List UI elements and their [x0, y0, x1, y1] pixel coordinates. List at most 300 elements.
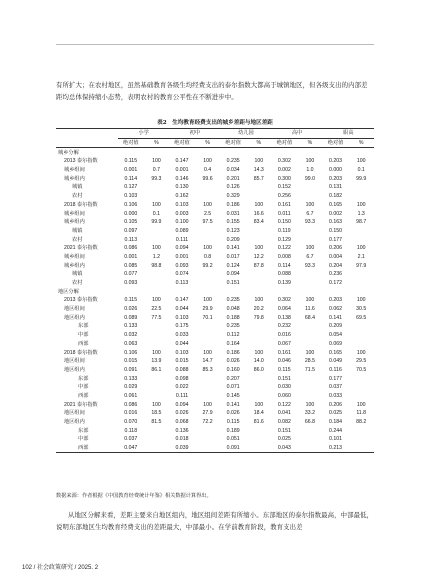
table-cell	[144, 227, 170, 236]
table-row	[56, 296, 374, 305]
table-cell: 100	[203, 201, 212, 208]
table-cell: 100	[305, 297, 315, 304]
table-cell: 100	[203, 245, 212, 252]
table-cell: 0.203	[329, 158, 343, 165]
table-cell: 0.026	[175, 410, 189, 417]
table-cell: 0.017	[226, 253, 240, 260]
table-cell: 97.9	[356, 262, 367, 269]
table-cell: 0.116	[329, 366, 342, 373]
table-cell: 0.146	[175, 175, 189, 182]
table-cell	[246, 331, 272, 340]
table-cell	[297, 340, 323, 349]
table-cell: 77.5	[151, 314, 162, 321]
table-cell: 0.141	[226, 245, 240, 252]
table-cell: 0.089	[175, 227, 189, 234]
table-cell: 0.030	[277, 384, 291, 391]
row-label: 地区组间	[64, 410, 85, 417]
table-cell	[195, 444, 221, 453]
table-cell	[348, 444, 374, 453]
table-row	[56, 201, 374, 210]
table-caption: 表2 生均教育经费支出的城乡差距与地区差距	[157, 120, 273, 126]
table-cell: 83.4	[253, 219, 264, 226]
header-sub: %	[144, 138, 170, 148]
table-row	[56, 374, 374, 383]
table-cell	[297, 322, 323, 331]
table-cell: 0.177	[329, 375, 343, 382]
row-label: 地区组内	[64, 366, 85, 373]
table-cell: 0.000	[329, 167, 343, 174]
table-row	[56, 383, 374, 392]
table-cell: 81.6	[253, 419, 264, 426]
row-label: 地区组间	[64, 306, 85, 313]
table-cell	[195, 374, 221, 383]
table-cell: 0.061	[124, 392, 138, 399]
table-cell: 0.232	[277, 323, 291, 330]
table-cell: 99.9	[151, 219, 162, 226]
table-cell: 100	[254, 158, 264, 165]
table-cell: 0.094	[175, 245, 189, 252]
table-cell: 85.3	[202, 366, 213, 373]
table-cell: 0.172	[329, 280, 343, 287]
table-cell: 0.145	[226, 392, 240, 399]
table-cell	[144, 148, 170, 157]
table-cell	[144, 340, 170, 349]
table-cell	[195, 235, 221, 244]
table-cell: 0.085	[124, 262, 138, 269]
row-label: 中部	[78, 436, 89, 443]
table-cell: 0.033	[329, 392, 343, 399]
table-cell	[297, 435, 323, 444]
table-cell: 98.8	[151, 262, 162, 269]
table-cell: 0.122	[277, 245, 291, 252]
table-cell: 0.151	[277, 375, 291, 382]
table-cell: 0.188	[226, 314, 240, 321]
table-row	[56, 435, 374, 444]
table-cell: 0.046	[277, 358, 291, 365]
table-cell	[144, 392, 170, 401]
table-cell: 0.094	[175, 401, 189, 408]
row-label: 2013 泰尔指数	[64, 297, 98, 304]
table-cell: 0.115	[278, 366, 291, 373]
table-cell: 28.5	[304, 358, 315, 365]
row-label: 地区分解	[58, 288, 79, 295]
table-cell: 100	[152, 245, 161, 252]
table-cell	[246, 287, 272, 296]
table-cell: 100	[152, 201, 161, 208]
table-cell: 29.5	[356, 358, 367, 365]
table-cell: 100	[203, 158, 212, 165]
table-cell	[297, 426, 323, 435]
table-cell: 0.067	[277, 340, 291, 347]
table-cell	[195, 192, 221, 201]
table-cell: 0.018	[175, 436, 189, 443]
table-cell	[246, 340, 272, 349]
table-cell: 100	[305, 158, 315, 165]
table-cell: 87.8	[253, 262, 264, 269]
table-cell: 100	[152, 349, 161, 356]
table-cell	[169, 148, 195, 157]
table-cell: 0.001	[175, 167, 189, 174]
table-cell: 97.5	[202, 219, 213, 226]
row-label: 中部	[78, 332, 89, 339]
table-header-subs	[56, 138, 374, 148]
table-cell: 0.070	[124, 419, 138, 426]
page-footer: 102 / 社会政策研究 / 2025. 2	[22, 565, 99, 571]
table-cell	[220, 287, 246, 296]
table-cell: 0.329	[226, 193, 240, 200]
table-cell: 0.088	[277, 271, 291, 278]
paragraph-bottom: 从地区分解来看，差距主要来自地区组内，地区组间差距有所缩小。东部地区的泰尔指数最高，中部最低，说明东部地区生均教育经费支出的差距最大，中部最小。在学前教育阶段，教育支出差	[56, 511, 374, 532]
table-cell	[169, 287, 195, 296]
table-cell	[323, 148, 349, 157]
table-cell	[297, 392, 323, 401]
table-cell	[348, 148, 374, 157]
header-sub: 绝对值	[272, 138, 298, 148]
table-cell: 0.033	[175, 332, 189, 339]
header-rule	[56, 44, 374, 45]
table-cell: 0.206	[329, 401, 343, 408]
table-cell: 0.106	[124, 349, 138, 356]
table-cell: 0.177	[329, 236, 343, 243]
row-label: 2021 泰尔指数	[64, 245, 98, 252]
table-cell: 0.043	[272, 444, 298, 453]
table-cell: 0.074	[175, 271, 189, 278]
table-cell: 0.026	[226, 410, 240, 417]
table-cell: 100	[254, 349, 264, 356]
table-cell: 0.016	[277, 332, 291, 339]
table-cell: 99.6	[202, 175, 213, 182]
table-cell	[195, 227, 221, 236]
table-cell: 2.1	[357, 253, 365, 260]
table-cell: 0.182	[329, 193, 343, 200]
table-cell: 0.155	[226, 219, 240, 226]
row-label: 2021 泰尔指数	[64, 401, 98, 408]
table-cell: 100	[203, 401, 212, 408]
table-cell: 0.060	[277, 392, 291, 399]
table-cell: 100	[356, 158, 366, 165]
table-cell: 6.7	[306, 253, 314, 260]
table-cell	[195, 331, 221, 340]
table-cell	[348, 235, 374, 244]
table-cell: 0.069	[329, 340, 343, 347]
header-level: 小学	[118, 129, 169, 139]
table-cell: 0.141	[226, 401, 240, 408]
table-cell	[297, 183, 323, 192]
table-cell: 93.3	[304, 219, 315, 226]
table-cell: 0.037	[124, 436, 138, 443]
table-cell: 69.5	[356, 314, 367, 321]
table-cell: 29.9	[202, 306, 213, 313]
table-cell	[297, 270, 323, 279]
table-cell: 0.209	[329, 323, 343, 330]
table-cell	[246, 192, 272, 201]
table-cell	[118, 148, 144, 157]
table-cell: 0.113	[175, 280, 189, 287]
table-cell: 0.103	[175, 314, 189, 321]
table-cell	[195, 383, 221, 392]
table-row	[56, 322, 374, 331]
table-cell: 0.151	[226, 280, 240, 287]
table-cell: 11.8	[356, 410, 367, 417]
table-cell: 0.098	[175, 375, 189, 382]
table-cell: 0.186	[226, 201, 240, 208]
table-cell: 0.001	[124, 167, 138, 174]
table-cell	[348, 192, 374, 201]
table-row	[56, 305, 374, 314]
table-cell	[323, 287, 349, 296]
table-cell: 0.062	[329, 306, 343, 313]
table-cell: 0.126	[226, 184, 240, 191]
table-cell	[246, 279, 272, 288]
table-cell	[348, 270, 374, 279]
table-cell: 0.184	[329, 419, 343, 426]
table-cell: 100	[203, 297, 212, 304]
table-cell: 99.0	[304, 175, 315, 182]
table-cell: 0.147	[175, 297, 189, 304]
table-cell: 0.124	[226, 262, 240, 269]
table-cell: 99.2	[202, 262, 213, 269]
table-cell: 0.112	[226, 332, 240, 339]
row-label: 东部	[78, 323, 89, 330]
row-label: 西部	[56, 444, 118, 453]
row-label: 城乡组间	[64, 210, 85, 217]
header-blank	[56, 129, 118, 139]
table-cell	[195, 270, 221, 279]
table-cell: 0.071	[226, 384, 240, 391]
table-cell: 0.129	[277, 236, 291, 243]
table-cell: 0.147	[175, 158, 189, 165]
table-row	[56, 218, 374, 227]
row-label: 西部	[78, 340, 89, 347]
table-cell: 0.111	[175, 392, 189, 399]
table-cell: 70.1	[202, 314, 213, 321]
table-cell	[246, 383, 272, 392]
table-cell: 1.2	[152, 253, 160, 260]
table-cell: 14.0	[253, 358, 264, 365]
table-cell: 0.001	[124, 253, 138, 260]
table-row	[56, 192, 374, 201]
table-cell	[348, 287, 374, 296]
table-cell: 0.138	[277, 314, 291, 321]
table-cell: 0.133	[124, 323, 138, 330]
table-cell: 0.115	[226, 419, 240, 426]
table-cell: 0.115	[124, 297, 138, 304]
table-row	[56, 409, 374, 418]
table-cell: 0.016	[124, 410, 138, 417]
table-row	[56, 418, 374, 427]
table-cell	[297, 279, 323, 288]
table-cell: 0.302	[277, 297, 291, 304]
table-cell: 0.203	[329, 297, 343, 304]
table-cell	[144, 383, 170, 392]
table-cell: 0.161	[277, 201, 291, 208]
table-cell: 100	[254, 201, 264, 208]
table-cell: 0.105	[124, 219, 138, 226]
table-cell: 0.203	[329, 175, 343, 182]
table-cell: 0.044	[175, 340, 189, 347]
table-cell: 66.8	[304, 419, 315, 426]
table-row	[56, 366, 374, 375]
data-table	[56, 128, 374, 453]
table-cell: 1.0	[306, 167, 314, 174]
table-cell: 2.5	[203, 210, 212, 217]
table-cell: 0.063	[124, 340, 138, 347]
table-cell: 0.093	[175, 262, 189, 269]
table-cell: 0.086	[124, 245, 138, 252]
table-cell	[246, 148, 272, 157]
table-cell: 100	[356, 401, 366, 408]
table-row	[56, 392, 374, 401]
table-cell: 0.256	[277, 193, 291, 200]
table-cell	[118, 287, 144, 296]
table-cell	[144, 331, 170, 340]
row-label: 东部	[78, 375, 89, 382]
table-cell	[195, 340, 221, 349]
table-cell: 0.141	[329, 314, 343, 321]
table-cell: 0.113	[124, 236, 138, 243]
table-row	[56, 340, 374, 349]
table-row	[56, 253, 374, 262]
table-cell: 71.5	[304, 366, 315, 373]
table-cell: 0.111	[175, 236, 189, 243]
table-cell	[195, 426, 221, 435]
table-cell: 0.1	[152, 210, 160, 217]
table-cell: 85.7	[253, 175, 264, 182]
table-cell: 81.5	[151, 419, 162, 426]
table-cell: 11.6	[305, 306, 315, 313]
table-cell: 100	[305, 349, 315, 356]
table-cell	[246, 444, 272, 453]
table-cell: 100	[305, 245, 315, 252]
header-level: 职高	[323, 129, 374, 139]
table-cell	[144, 322, 170, 331]
table-cell: 0.236	[329, 271, 343, 278]
table-cell	[348, 183, 374, 192]
table-cell: 0.001	[175, 253, 189, 260]
table-row	[56, 444, 374, 453]
table-cell	[246, 374, 272, 383]
table-cell: 0.091	[124, 366, 138, 373]
table-cell: 14.7	[202, 358, 213, 365]
table-cell: 0.082	[277, 419, 291, 426]
table-cell: 0.118	[124, 427, 138, 434]
table-cell	[246, 426, 272, 435]
table-cell: 0.235	[226, 323, 240, 330]
table-cell: 0.051	[226, 436, 240, 443]
table-cell	[297, 227, 323, 236]
table-row	[56, 426, 374, 435]
row-label: 农村	[72, 236, 83, 243]
table-cell: 0.209	[226, 236, 240, 243]
table-cell	[144, 270, 170, 279]
table-cell: 98.7	[356, 219, 367, 226]
row-label: 城镇	[72, 184, 83, 191]
table-cell: 0.130	[175, 184, 189, 191]
table-cell: 100	[203, 349, 212, 356]
table-row	[56, 348, 374, 357]
table-cell	[246, 235, 272, 244]
table-row	[56, 261, 374, 270]
table-cell	[195, 435, 221, 444]
table-cell: 0.002	[277, 167, 291, 174]
table-cell: 0.054	[329, 332, 343, 339]
table-cell: 0.150	[277, 219, 291, 226]
table-cell: 0.235	[226, 158, 240, 165]
table-cell: 0.160	[226, 366, 240, 373]
table-cell	[195, 392, 221, 401]
table-cell: 27.9	[202, 410, 213, 417]
table-cell	[297, 235, 323, 244]
table-cell	[144, 435, 170, 444]
table-cell: 0.139	[277, 280, 291, 287]
header-blank	[56, 138, 118, 148]
table-cell: 0.300	[277, 175, 291, 182]
table-cell: 100	[356, 245, 366, 252]
table-cell: 100	[305, 201, 315, 208]
table-cell	[348, 383, 374, 392]
table-cell: 0.161	[277, 349, 291, 356]
table-row	[56, 148, 374, 157]
row-label: 城乡组内	[64, 219, 85, 226]
table-cell	[297, 148, 323, 157]
table-cell	[246, 183, 272, 192]
table-cell: 0.136	[175, 427, 189, 434]
table-cell	[195, 287, 221, 296]
table-cell: 0.133	[124, 375, 138, 382]
table-cell: 0.207	[226, 375, 240, 382]
table-cell: 0.041	[277, 410, 291, 417]
table-cell: 72.2	[202, 419, 213, 426]
table-cell: 0.175	[175, 323, 189, 330]
table-cell: 0.162	[175, 193, 189, 200]
table-cell: 20.2	[253, 306, 264, 313]
table-row	[56, 313, 374, 322]
table-cell	[144, 444, 170, 453]
table-row	[56, 331, 374, 340]
table-cell: 0.164	[226, 340, 240, 347]
table-cell: 0.114	[278, 262, 291, 269]
table-cell: 0.026	[226, 358, 240, 365]
table-cell: 0.165	[329, 201, 343, 208]
table-cell: 1.3	[357, 210, 365, 217]
row-label: 2018 泰尔指数	[64, 349, 98, 356]
table-cell: 86.0	[253, 366, 264, 373]
table-cell: 0.186	[226, 349, 240, 356]
table-cell: 0.064	[277, 306, 291, 313]
row-label: 城镇	[72, 227, 83, 234]
table-cell	[348, 340, 374, 349]
table-cell	[246, 392, 272, 401]
table-cell: 100	[254, 245, 264, 252]
table-cell: 0.044	[175, 306, 189, 313]
header-sub: %	[246, 138, 272, 148]
table-row	[56, 166, 374, 175]
row-label: 地区组间	[64, 358, 85, 365]
table-cell: 100	[152, 401, 161, 408]
table-cell: 0.123	[226, 227, 240, 234]
header-level: 幼儿园	[220, 129, 271, 139]
table-cell: 100	[254, 297, 264, 304]
header-sub: 绝对值	[118, 138, 144, 148]
table-row	[56, 357, 374, 366]
table-cell: 0.004	[329, 253, 343, 260]
table-cell: 0.093	[124, 280, 138, 287]
table-cell: 0.032	[124, 332, 138, 339]
table-cell: 0.152	[277, 184, 291, 191]
table-cell: 0.097	[124, 227, 138, 234]
table-cell: 16.6	[253, 210, 264, 217]
table-cell: 0.039	[169, 444, 195, 453]
